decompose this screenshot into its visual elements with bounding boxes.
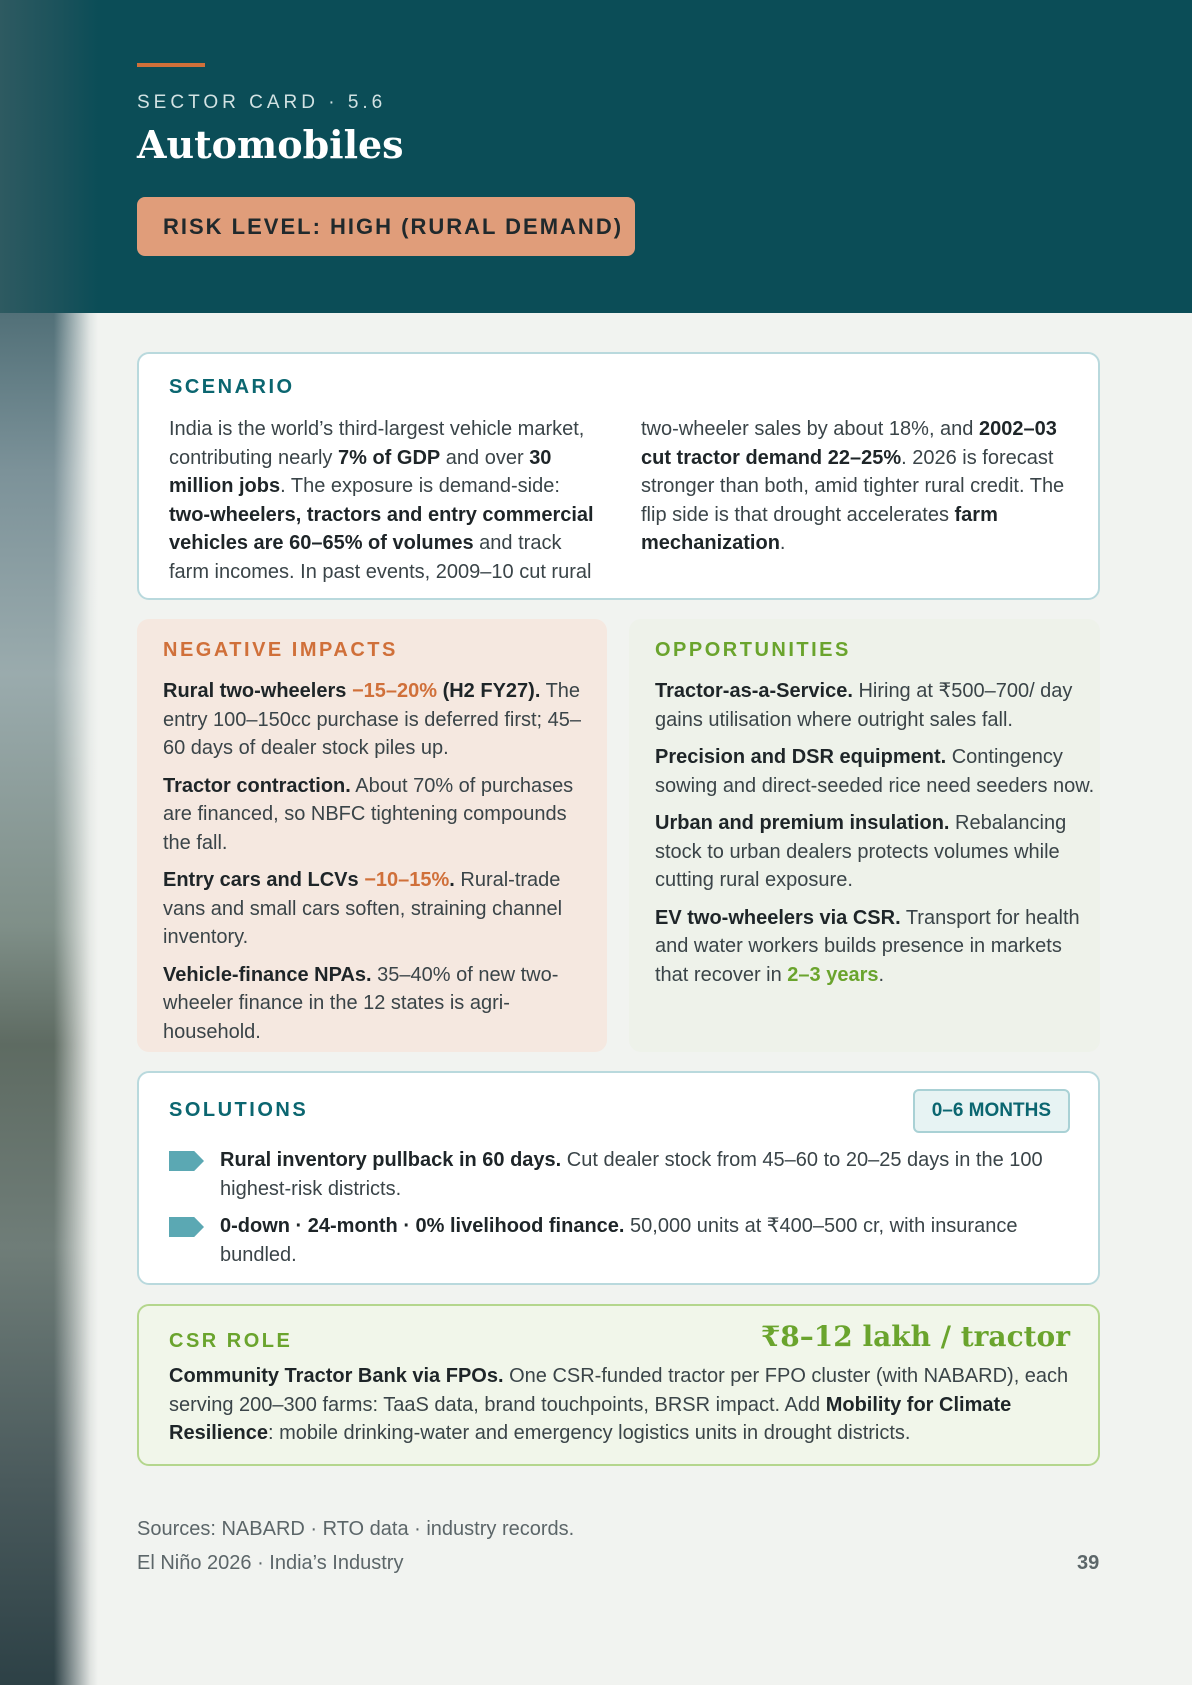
item-title: Rural two-wheelers [163, 680, 352, 702]
scenario-bold-tractor-demand: 2002–03 cut tractor demand 22–25% [641, 418, 1057, 469]
scenario-bold-jobs: 30 million jobs [169, 446, 552, 497]
scenario-bold-volumes: two-wheelers, tractors and entry commercial vehicles are 60–65% of volumes [169, 503, 594, 554]
publication-footer: El Niño 2026 · India’s Industry [137, 1552, 404, 1574]
negative-impact-item [163, 772, 593, 858]
csr-bold-tractor-bank: Community Tractor Bank via FPOs. [169, 1365, 504, 1387]
arrow-tag-icon [169, 1217, 204, 1237]
opportunity-item [655, 904, 1095, 990]
arrow-tag-icon [169, 1151, 204, 1171]
page-header [0, 0, 1192, 313]
item-highlight: −15–20% [351, 680, 438, 702]
item-title-suffix: (H2 FY27). [437, 680, 541, 702]
csr-bold-mobility: Mobility for Climate Resilience [169, 1393, 1012, 1444]
solution-item [169, 1146, 1069, 1203]
item-text: The entry 100–150cc purchase is deferred first; 45–60 days of dealer stock piles up. [163, 680, 582, 759]
csr-role-panel [137, 1304, 1100, 1466]
item-text: Rebalancing stock to urban dealers protects volumes while cutting rural exposure. [655, 812, 1067, 891]
item-text: 35–40% of new two-wheeler finance in the 12 states is agri-household. [163, 963, 559, 1043]
opportunities-list [655, 677, 1095, 998]
negative-impact-item [163, 677, 593, 763]
scenario-text-part: India is the world’s third-largest vehicle market, contributing nearly [169, 418, 585, 469]
sector-card-eyebrow: SECTOR CARD · 5.6 [137, 92, 387, 113]
solution-text [220, 1146, 1069, 1203]
item-title: Precision and DSR equipment. [655, 746, 947, 768]
scenario-text [169, 415, 1069, 586]
opportunities-heading: OPPORTUNITIES [655, 639, 851, 661]
negative-impact-item [163, 961, 593, 1047]
solution-text [220, 1212, 1069, 1269]
item-text: Hiring at ₹500–700/ day gains utilisation where outright sales fall. [655, 680, 1073, 731]
item-text: Transport for health and water workers builds presence in markets that recover in [655, 906, 1080, 986]
item-text: Rural-trade vans and small cars soften, straining channel inventory. [163, 869, 563, 948]
solutions-panel [137, 1071, 1100, 1285]
scenario-text-part: . 2026 is forecast stronger than both, amid tighter rural credit. The flip side is that drought accelerates [641, 446, 1065, 526]
scenario-text-part: and track farm incomes. In past events, 2009–10 cut rural two-wheeler sales by about 18%, and [169, 418, 979, 583]
scenario-text-part: and over [440, 446, 530, 469]
item-text: 50,000 units at ₹400–500 cr, with insurance bundled. [220, 1215, 1018, 1266]
page-title: Automobiles [137, 122, 404, 167]
negative-impacts-heading: NEGATIVE IMPACTS [163, 639, 398, 661]
item-text: Cut dealer stock from 45–60 to 20–25 days in the 100 highest-risk districts. [220, 1149, 1043, 1200]
sources-note: Sources: NABARD · RTO data · industry records. [137, 1518, 575, 1540]
item-text: Contingency sowing and direct-seeded rice need seeders now. [655, 746, 1095, 797]
scenario-panel [137, 352, 1100, 600]
scenario-heading: SCENARIO [169, 376, 295, 398]
negative-impacts-panel [137, 619, 607, 1052]
opportunity-item [655, 809, 1095, 895]
item-title: Rural inventory pullback in 60 days. [220, 1149, 562, 1171]
timeframe-badge: 0–6 MONTHS [913, 1089, 1070, 1133]
item-title-suffix: . [449, 869, 455, 891]
opportunity-item [655, 743, 1095, 800]
scenario-text-part: . The exposure is demand-side: [280, 475, 560, 497]
item-title: Tractor-as-a-Service. [655, 680, 853, 702]
accent-bar [137, 63, 205, 67]
item-text-tail: . [878, 963, 885, 986]
csr-text-part: One CSR-funded tractor per FPO cluster (with NABARD), each serving 200–300 farms: TaaS data, brand touchpoints, BRSR impact. Add [169, 1365, 1069, 1416]
item-title: EV two-wheelers via CSR. [655, 906, 901, 929]
scenario-text-part: . [779, 532, 786, 554]
item-title: Vehicle-finance NPAs. [163, 963, 372, 986]
item-title: Urban and premium insulation. [655, 812, 950, 834]
opportunities-panel [629, 619, 1100, 1052]
risk-level-badge: RISK LEVEL: HIGH (RURAL DEMAND) [137, 197, 635, 256]
scenario-bold-mechanization: farm mechanization [641, 503, 998, 554]
csr-role-text [169, 1362, 1074, 1448]
item-highlight: −10–15% [364, 869, 450, 891]
negative-impact-item [163, 866, 593, 952]
item-title: Tractor contraction. [163, 774, 351, 797]
item-highlight: 2–3 years [787, 963, 879, 986]
solution-item [169, 1212, 1069, 1269]
csr-role-heading: CSR ROLE [169, 1330, 293, 1352]
item-title: Entry cars and LCVs [163, 869, 365, 891]
page-number: 39 [1077, 1552, 1100, 1574]
solutions-heading: SOLUTIONS [169, 1099, 309, 1121]
negative-impacts-list [163, 677, 593, 1055]
opportunity-item [655, 677, 1095, 734]
csr-text-part: : mobile drinking-water and emergency logistics units in drought districts. [267, 1422, 911, 1444]
solutions-list [169, 1146, 1069, 1278]
item-text: About 70% of purchases are financed, so NBFC tightening compounds the fall. [163, 774, 574, 854]
csr-cost-figure: ₹8–12 lakh / tractor [760, 1320, 1070, 1353]
item-title: 0-down · 24-month · 0% livelihood finance. [220, 1215, 625, 1237]
scenario-bold-gdp: 7% of GDP [337, 446, 441, 469]
header-photo-overlay [0, 0, 98, 313]
